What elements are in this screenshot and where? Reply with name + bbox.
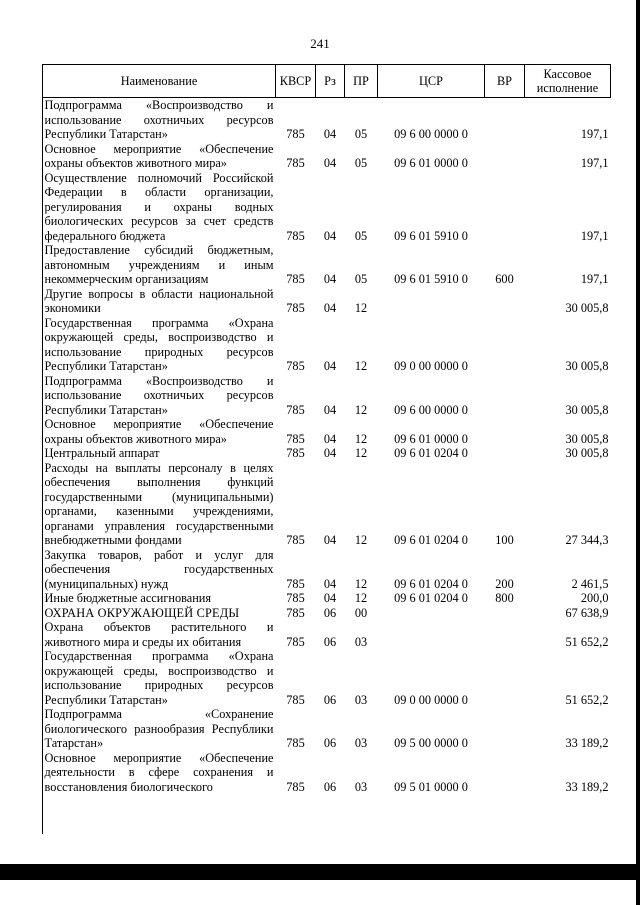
header-csr: ЦСР [378, 65, 485, 98]
row-rz: 04 [323, 156, 337, 170]
row-amount: 200,0 [580, 591, 609, 605]
table-row [43, 374, 611, 418]
row-pr: 12 [354, 591, 368, 605]
table-row [43, 287, 611, 316]
row-pr: 12 [354, 446, 368, 460]
row-pr: 03 [354, 692, 368, 707]
row-rz: 04 [323, 576, 337, 591]
table-row [43, 606, 611, 621]
row-kvsr: 785 [286, 736, 305, 750]
header-kvsr: КВСР [276, 65, 316, 98]
table-row [43, 417, 611, 446]
row-name: ОХРАНА ОКРУЖАЮЩЕЙ СРЕДЫ [44, 605, 240, 620]
row-amount: 33 189,2 [565, 736, 609, 750]
row-amount: 30 005,8 [565, 446, 609, 460]
row-rz: 04 [323, 301, 337, 315]
row-amount: 51 652,2 [565, 634, 609, 649]
row-pr: 05 [354, 156, 368, 170]
row-csr: 09 6 01 5910 0 [394, 272, 468, 286]
row-csr: 09 6 00 0000 0 [394, 402, 468, 417]
row-pr: 03 [354, 779, 368, 794]
row-amount: 30 005,8 [565, 359, 609, 373]
row-vr [485, 98, 525, 142]
row-vr: 100 [495, 533, 514, 547]
row-kvsr: 785 [286, 402, 305, 417]
row-name: Расходы на выплаты персоналу в целях обеспечения выполнения функций государственными (муниципальными) органами, казенными учреждениями, органами управления государственными внебюджетными фондами [44, 460, 274, 547]
row-csr: 09 5 01 0000 0 [394, 779, 468, 794]
row-kvsr: 785 [286, 272, 305, 286]
row-vr [485, 606, 525, 621]
table-row [43, 649, 611, 707]
row-rz: 06 [323, 692, 337, 707]
row-rz: 06 [323, 736, 337, 750]
table-row [43, 461, 611, 548]
row-kvsr: 785 [286, 779, 305, 794]
row-csr [378, 620, 485, 649]
row-pr: 12 [354, 431, 368, 446]
row-pr: 12 [354, 402, 368, 417]
row-rz: 04 [323, 533, 337, 547]
header-cash: Кассовое исполнение [525, 65, 611, 98]
row-amount: 2 461,5 [571, 576, 609, 591]
row-csr: 09 0 00 0000 0 [394, 692, 468, 707]
row-kvsr: 785 [286, 605, 305, 620]
row-kvsr: 785 [286, 576, 305, 591]
row-csr: 09 6 01 0204 0 [394, 576, 468, 591]
row-amount: 51 652,2 [565, 692, 609, 707]
table-row [43, 591, 611, 606]
header-pr: ПР [345, 65, 378, 98]
page-number: 241 [310, 36, 330, 51]
row-csr: 09 6 01 5910 0 [394, 228, 468, 243]
row-csr: 09 0 00 0000 0 [394, 359, 468, 373]
table-header [43, 65, 611, 98]
row-vr [485, 287, 525, 316]
row-name: Основное мероприятие «Обеспечение деятельности в сфере сохранения и восстановления биологического [44, 750, 274, 794]
row-csr [378, 606, 485, 621]
header-vr: ВР [485, 65, 525, 98]
table-row [43, 548, 611, 592]
row-name: Иные бюджетные ассигнования [44, 591, 212, 605]
row-name: Подпрограмма «Воспроизводство и использование охотничьих ресурсов Республики Татарстан» [44, 373, 274, 417]
row-amount: 197,1 [580, 127, 609, 141]
row-name: Предоставление субсидий бюджетным, автономным учреждениям и иным некоммерческим организациям [44, 243, 274, 286]
row-kvsr: 785 [286, 692, 305, 707]
row-rz: 04 [323, 127, 337, 141]
row-rz: 04 [323, 431, 337, 446]
row-kvsr: 785 [286, 301, 305, 315]
row-vr [485, 620, 525, 649]
row-rz: 04 [323, 591, 337, 605]
row-vr [485, 374, 525, 418]
row-pr: 05 [354, 127, 368, 141]
table-row [43, 243, 611, 287]
row-name: Государственная программа «Охрана окружающей среды, воспроизводство и использование природных ресурсов Республики Татарстан» [44, 315, 274, 373]
row-kvsr: 785 [286, 533, 305, 547]
row-vr [485, 142, 525, 171]
row-name: Подпрограмма «Воспроизводство и использование охотничьих ресурсов Республики Татарстан» [44, 98, 274, 141]
row-pr: 00 [354, 605, 368, 620]
row-vr [485, 417, 525, 446]
row-amount: 30 005,8 [565, 402, 609, 417]
row-name: Подпрограмма «Сохранение биологического разнообразия Республики Татарстан» [44, 707, 274, 750]
row-pr: 12 [354, 359, 368, 373]
row-vr [485, 171, 525, 244]
row-name: Центральный аппарат [44, 446, 160, 460]
row-vr [485, 751, 525, 795]
row-rz: 06 [323, 779, 337, 794]
row-pr: 05 [354, 272, 368, 286]
row-csr: 09 6 01 0000 0 [394, 431, 468, 446]
row-rz: 04 [323, 272, 337, 286]
row-name: Государственная программа «Охрана окружающей среды, воспроизводство и использование природных ресурсов Республики Татарстан» [44, 649, 274, 707]
row-kvsr: 785 [286, 228, 305, 243]
row-vr [485, 649, 525, 707]
row-csr: 09 6 01 0000 0 [394, 156, 468, 170]
table-row [43, 620, 611, 649]
table-row [43, 98, 611, 142]
row-pr: 12 [354, 301, 368, 315]
row-rz: 04 [323, 228, 337, 243]
row-pr: 12 [354, 533, 368, 547]
table-row [43, 707, 611, 751]
row-rz: 04 [323, 359, 337, 373]
budget-table [42, 64, 611, 794]
row-amount: 197,1 [580, 272, 609, 286]
header-name: Наименование [43, 65, 276, 98]
row-pr: 03 [354, 634, 368, 649]
row-pr: 03 [354, 736, 368, 750]
row-csr: 09 6 01 0204 0 [394, 533, 468, 547]
table-row [43, 316, 611, 374]
row-csr: 09 5 00 0000 0 [394, 736, 468, 750]
row-amount: 30 005,8 [565, 301, 609, 315]
scan-edge-bottom [0, 864, 640, 880]
row-vr [485, 707, 525, 751]
row-amount: 197,1 [580, 156, 609, 170]
row-amount: 33 189,2 [565, 779, 609, 794]
row-rz: 06 [323, 634, 337, 649]
row-kvsr: 785 [286, 359, 305, 373]
table-row [43, 751, 611, 795]
table-body [43, 98, 611, 795]
row-pr: 05 [354, 228, 368, 243]
row-name: Другие вопросы в области национальной экономики [44, 286, 274, 315]
table-row [43, 142, 611, 171]
header-rz: Рз [316, 65, 345, 98]
row-kvsr: 785 [286, 156, 305, 170]
row-kvsr: 785 [286, 431, 305, 446]
scan-edge-right [636, 0, 640, 905]
row-kvsr: 785 [286, 591, 305, 605]
row-vr: 800 [495, 591, 514, 605]
row-name: Основное мероприятие «Обеспечение охраны объектов животного мира» [44, 141, 274, 170]
row-name: Охрана объектов растительного и животного мира и среды их обитания [44, 620, 274, 649]
row-csr [378, 287, 485, 316]
row-rz: 06 [323, 605, 337, 620]
row-vr [485, 316, 525, 374]
row-kvsr: 785 [286, 446, 305, 460]
row-amount: 67 638,9 [565, 605, 609, 620]
row-csr: 09 6 00 0000 0 [394, 127, 468, 141]
row-pr: 12 [354, 576, 368, 591]
row-vr: 200 [495, 576, 514, 591]
row-amount: 30 005,8 [565, 431, 609, 446]
row-rz: 04 [323, 446, 337, 460]
row-vr: 600 [495, 272, 514, 286]
table-row [43, 171, 611, 244]
row-csr: 09 6 01 0204 0 [394, 446, 468, 460]
row-name: Закупка товаров, работ и услуг для обеспечения государственных (муниципальных) нужд [44, 547, 274, 591]
row-csr: 09 6 01 0204 0 [394, 591, 468, 605]
row-kvsr: 785 [286, 127, 305, 141]
row-vr [485, 446, 525, 461]
row-name: Осуществление полномочий Российской Федерации в области организации, регулирования и охраны водных биологических ресурсов за счет средств федерального бюджета [44, 170, 274, 243]
table-row [43, 446, 611, 461]
row-amount: 27 344,3 [565, 533, 609, 547]
row-amount: 197,1 [580, 228, 609, 243]
row-kvsr: 785 [286, 634, 305, 649]
row-name: Основное мероприятие «Обеспечение охраны объектов животного мира» [44, 417, 274, 446]
row-rz: 04 [323, 402, 337, 417]
